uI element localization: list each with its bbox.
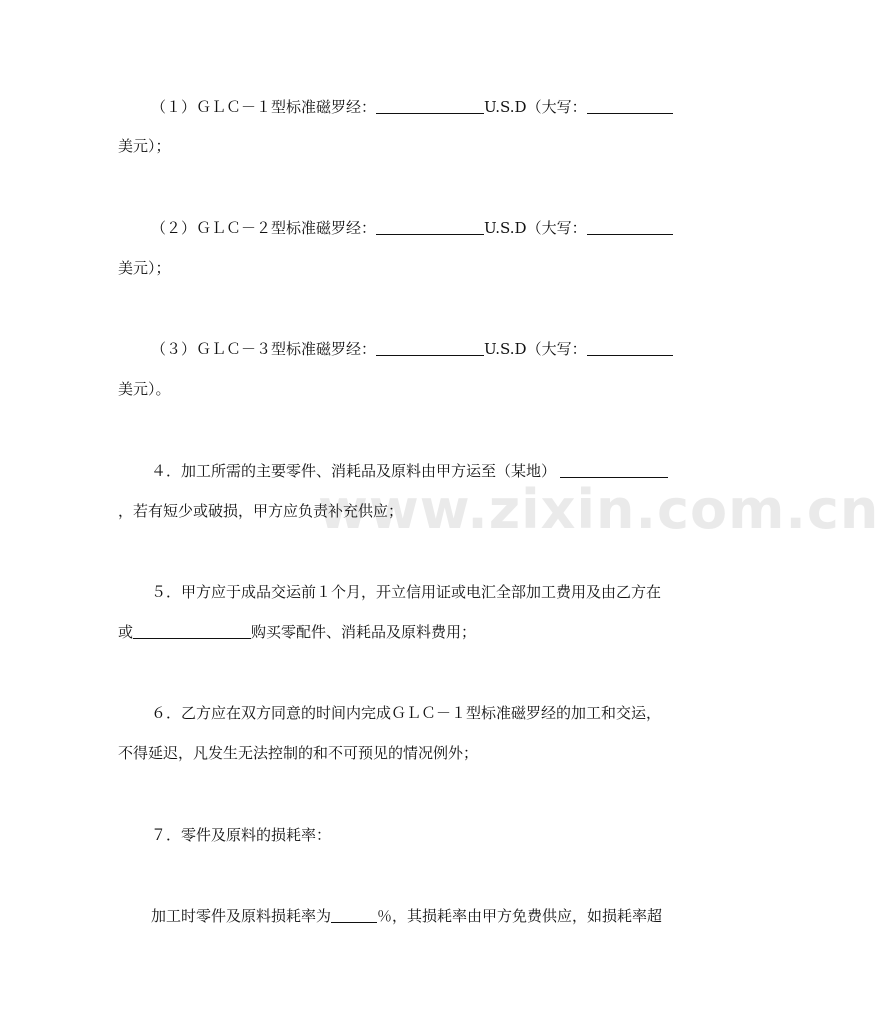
item-3-currency: U.S.D（大写： [484,340,587,358]
watermark: www.zixin.com.cn [318,478,879,541]
clause-5-line-2 [118,622,684,642]
item-1-end: 美元）； [118,137,171,155]
item-1-line [151,97,684,117]
loss-rate-blank[interactable] [331,907,377,923]
clause-5-prefix: 或 [118,623,134,641]
clause-7-heading: ７．零件及原料的损耗率： [151,826,332,844]
item-1-amount-blank[interactable] [376,98,484,114]
clause-6-line-2: 不得延迟，凡发生无法控制的和不可预见的情况例外； [118,744,479,762]
clause-6-line-1: ６．乙方应在双方同意的时间内完成ＧＬＣ－１型标准磁罗经的加工和交运， [151,704,662,722]
item-3-line [151,339,684,359]
clause-5-rest: 购买零配件、消耗品及原料费用； [251,623,477,641]
item-1-words-blank[interactable] [587,98,673,114]
item-2-currency: U.S.D（大写： [484,219,587,237]
loss-rate-rest: ％，其损耗率由甲方免费供应，如损耗率超 [377,907,663,925]
item-2-words-blank[interactable] [587,219,673,235]
item-1-currency: U.S.D（大写： [484,98,587,116]
clause-4-line-1 [151,461,684,481]
item-3-amount-blank[interactable] [376,340,484,356]
item-3-end: 美元）。 [118,380,171,398]
clause-5-location-blank[interactable] [133,623,251,639]
item-2-line [151,218,684,238]
item-2-amount-blank[interactable] [376,219,484,235]
clause-5-line-1: ５．甲方应于成品交运前１个月，开立信用证或电汇全部加工费用及由乙方在 [151,583,662,601]
clause-4-line-2: ，若有短少或破损，甲方应负责补充供应； [118,502,404,520]
loss-rate-label: 加工时零件及原料损耗率为 [151,907,332,925]
clause-7-body-line-1 [151,906,717,926]
item-3-words-blank[interactable] [587,340,673,356]
item-3-label: （３）ＧＬＣ－３型标准磁罗经： [151,340,377,358]
item-2-end: 美元）； [118,259,171,277]
item-2-label: （２）ＧＬＣ－２型标准磁罗经： [151,219,377,237]
item-1-label: （１）ＧＬＣ－１型标准磁罗经： [151,98,377,116]
clause-4-location-blank[interactable] [560,462,668,478]
clause-4-text: ４．加工所需的主要零件、消耗品及原料由甲方运至（某地） [151,462,557,480]
